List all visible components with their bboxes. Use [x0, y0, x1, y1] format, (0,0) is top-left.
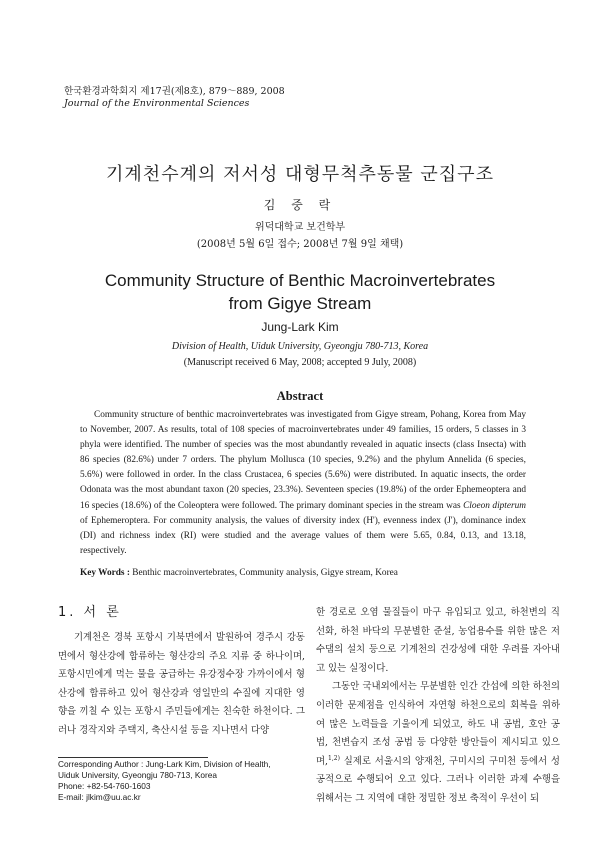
korean-dates: (2008년 5월 6일 접수; 2008년 7월 9일 채택) — [196, 239, 404, 250]
intro-paragraph-2-b: 실제로 서울시의 양재천, 구미시의 구미천 등에서 성공적으로 수행되어 오고 있다. 그러나 이러한 과제 수행을 위해서는 그 지역에 대한 정밀한 정보 축적이 우선이 되 — [316, 755, 560, 804]
keywords — [80, 568, 526, 578]
korean-author: 김 중 락 — [263, 198, 337, 212]
footnote-line: Uiduk University, Gyeongju 780-713, Korea — [58, 770, 217, 780]
journal-reference: 한국환경과학회지 제17권(제8호), 879～889, 2008 — [64, 86, 285, 97]
english-title-line2: from Gigye Stream — [228, 294, 372, 313]
english-title — [0, 269, 600, 315]
footnote-line: Phone: +82-54-760-1603 — [58, 781, 151, 791]
section-heading-introduction: 1. 서 론 — [58, 605, 122, 620]
intro-paragraph-2 — [316, 678, 560, 808]
korean-title: 기계천수계의 저서성 대형무척추동물 군집구조 — [106, 164, 494, 185]
korean-affiliation: 위덕대학교 보건학부 — [254, 222, 346, 233]
abstract-body — [80, 408, 526, 559]
keywords-text: Benthic macroinvertebrates, Community analysis, Gigye stream, Korea — [129, 568, 398, 578]
english-affiliation: Division of Health, Uiduk University, Gyeongju 780-713, Korea — [171, 341, 429, 352]
abstract-text-a: Community structure of benthic macroinvertebrates was investigated from Gigye stream, Pohang, Korea from May to November, 2007. As results, total of 108 species of macroinvertebrates under 49 families, 15 orders, 5 classes in 3 phyla were identified. The number of species was the most abundantly revealed in aquatic insects (class Insecta) with 86 species (82.6%) under 7 orders. The phylum Mollusca (10 species, 9.2%) and the phylum Annelida (6 species, 5.6%) were followed in order. In the class Crustacea, 6 species (5.6%) were distributed. In aquatic insects, the order Odonata was the most abundant taxon (20 species, 23.3%). Seventeen species (19.8%) of the order Ephemeoptera and 16 species (18.6%) of the Coleoptera were followed. The primary dominant species in the stream was — [80, 410, 526, 511]
english-title-line1: Community Structure of Benthic Macroinvertebrates — [104, 271, 496, 290]
abstract-paragraph — [80, 408, 526, 559]
footnote-line: Corresponding Author : Jung-Lark Kim, Division of Health, — [58, 759, 271, 769]
abstract-text-b: of Ephemeroptera. For community analysis, the values of diversity index (H'), evenness index (J'), dominance index (DI) and richness index (RI) were studied and the average values of them were 5.65, 0.84, 0.13, and 13.18, respectively. — [80, 515, 526, 556]
intro-paragraph-2-a: 그동안 국내외에서는 무분별한 인간 간섭에 의한 하천의 이러한 문제점을 인식하여 자연형 하천으로의 회복을 위하여 많은 노력들을 기울이게 되었고, 하도 내 공법, 호안 공법, 천변습지 조성 공법 등 다양한 방안들이 제시되고 있으며, — [316, 681, 560, 767]
abstract-heading: Abstract — [276, 389, 324, 403]
journal-name: Journal of the Environmental Sciences — [64, 98, 250, 109]
right-column — [316, 604, 560, 809]
species-name: Cloeon dipterum — [463, 500, 526, 511]
citation-superscript: 1,2) — [328, 754, 340, 762]
keywords-label: Key Words : — [80, 568, 130, 578]
left-column — [58, 629, 305, 741]
english-dates: (Manuscript received 6 May, 2008; accepted 9 July, 2008) — [183, 357, 417, 368]
footnote-line: E-mail: jlkim@uu.ac.kr — [58, 792, 141, 802]
intro-paragraph-1-continued: 한 경로로 오염 물질들이 마구 유입되고 있고, 하천변의 직선화, 하천 바닥의 무분별한 준설, 농업용수를 위한 많은 저수댐의 설치 등으로 기계천의 건강성에 대한 우려를 자아내고 있는 실정이다. — [316, 607, 560, 674]
footnote-divider — [58, 757, 208, 758]
intro-paragraph-1: 기계천은 경북 포항시 기북면에서 발원하여 경주시 강동면에서 형산강에 합류하는 형산강의 주요 지류 중 하나이며, 포항시민에게 먹는 물을 공급하는 유강정수장 가까이에서 형산강에 합류하고 있어 형산강과 영일만의 수질에 지대한 영향을 끼칠 수 있는 포항시 주민들에게는 친숙한 하천이다. 그러나 경작지와 주택지, 축산시설 등을 지나면서 다양 — [58, 632, 305, 736]
corresponding-author-footnote — [58, 759, 308, 803]
english-author: Jung-Lark Kim — [261, 320, 339, 334]
